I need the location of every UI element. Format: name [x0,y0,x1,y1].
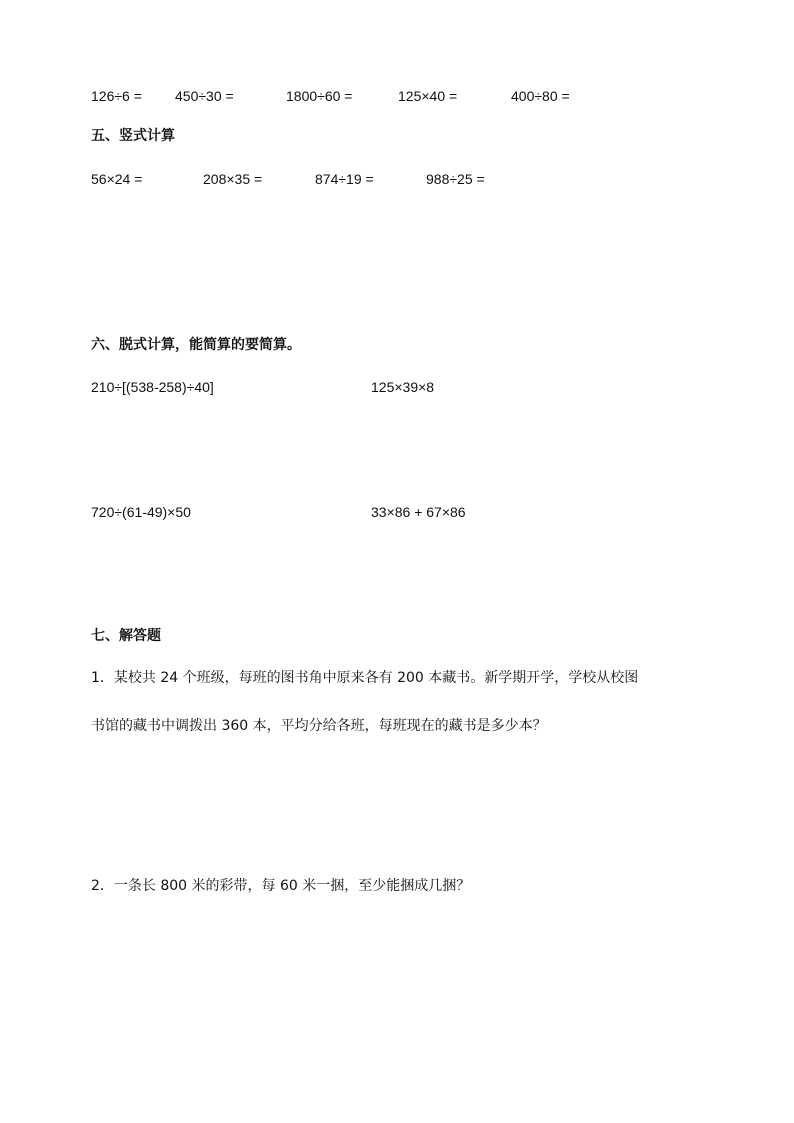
oral-problem-5: 400÷80 = [511,88,570,104]
oral-problem-1: 126÷6 = [91,88,142,104]
vertical-calc-row [0,170,794,190]
section5-heading: 五、竖式计算 [91,128,175,144]
oral-problem-3: 1800÷60 = [286,88,353,104]
stepwise-problem-3: 720÷(61-49)×50 [91,504,191,520]
vertical-problem-4: 988÷25 = [426,171,485,187]
question-1-line-2: 书馆的藏书中调拨出 360 本，平均分给各班，每班现在的藏书是多少本？ [91,718,547,734]
section7-heading: 七、解答题 [91,628,161,644]
question-1-line-1: 1．某校共 24 个班级，每班的图书角中原来各有 200 本藏书。新学期开学，学校从校图 [91,670,639,686]
stepwise-problem-1: 210÷[(538-258)÷40] [91,379,214,395]
section6-heading: 六、脱式计算，能简算的要简算。 [91,337,301,353]
oral-problem-2: 450÷30 = [175,88,234,104]
oral-calc-row [0,87,794,107]
stepwise-row-1 [0,378,794,398]
question-2: 2．一条长 800 米的彩带，每 60 米一捆，至少能捆成几捆？ [91,878,471,894]
stepwise-problem-2: 125×39×8 [371,379,435,395]
vertical-problem-3: 874÷19 = [315,171,374,187]
vertical-problem-2: 208×35 = [203,171,263,187]
vertical-problem-1: 56×24 = [91,171,143,187]
stepwise-problem-4: 33×86 + 67×86 [371,504,466,520]
oral-problem-4: 125×40 = [398,88,458,104]
stepwise-row-2 [0,503,794,523]
